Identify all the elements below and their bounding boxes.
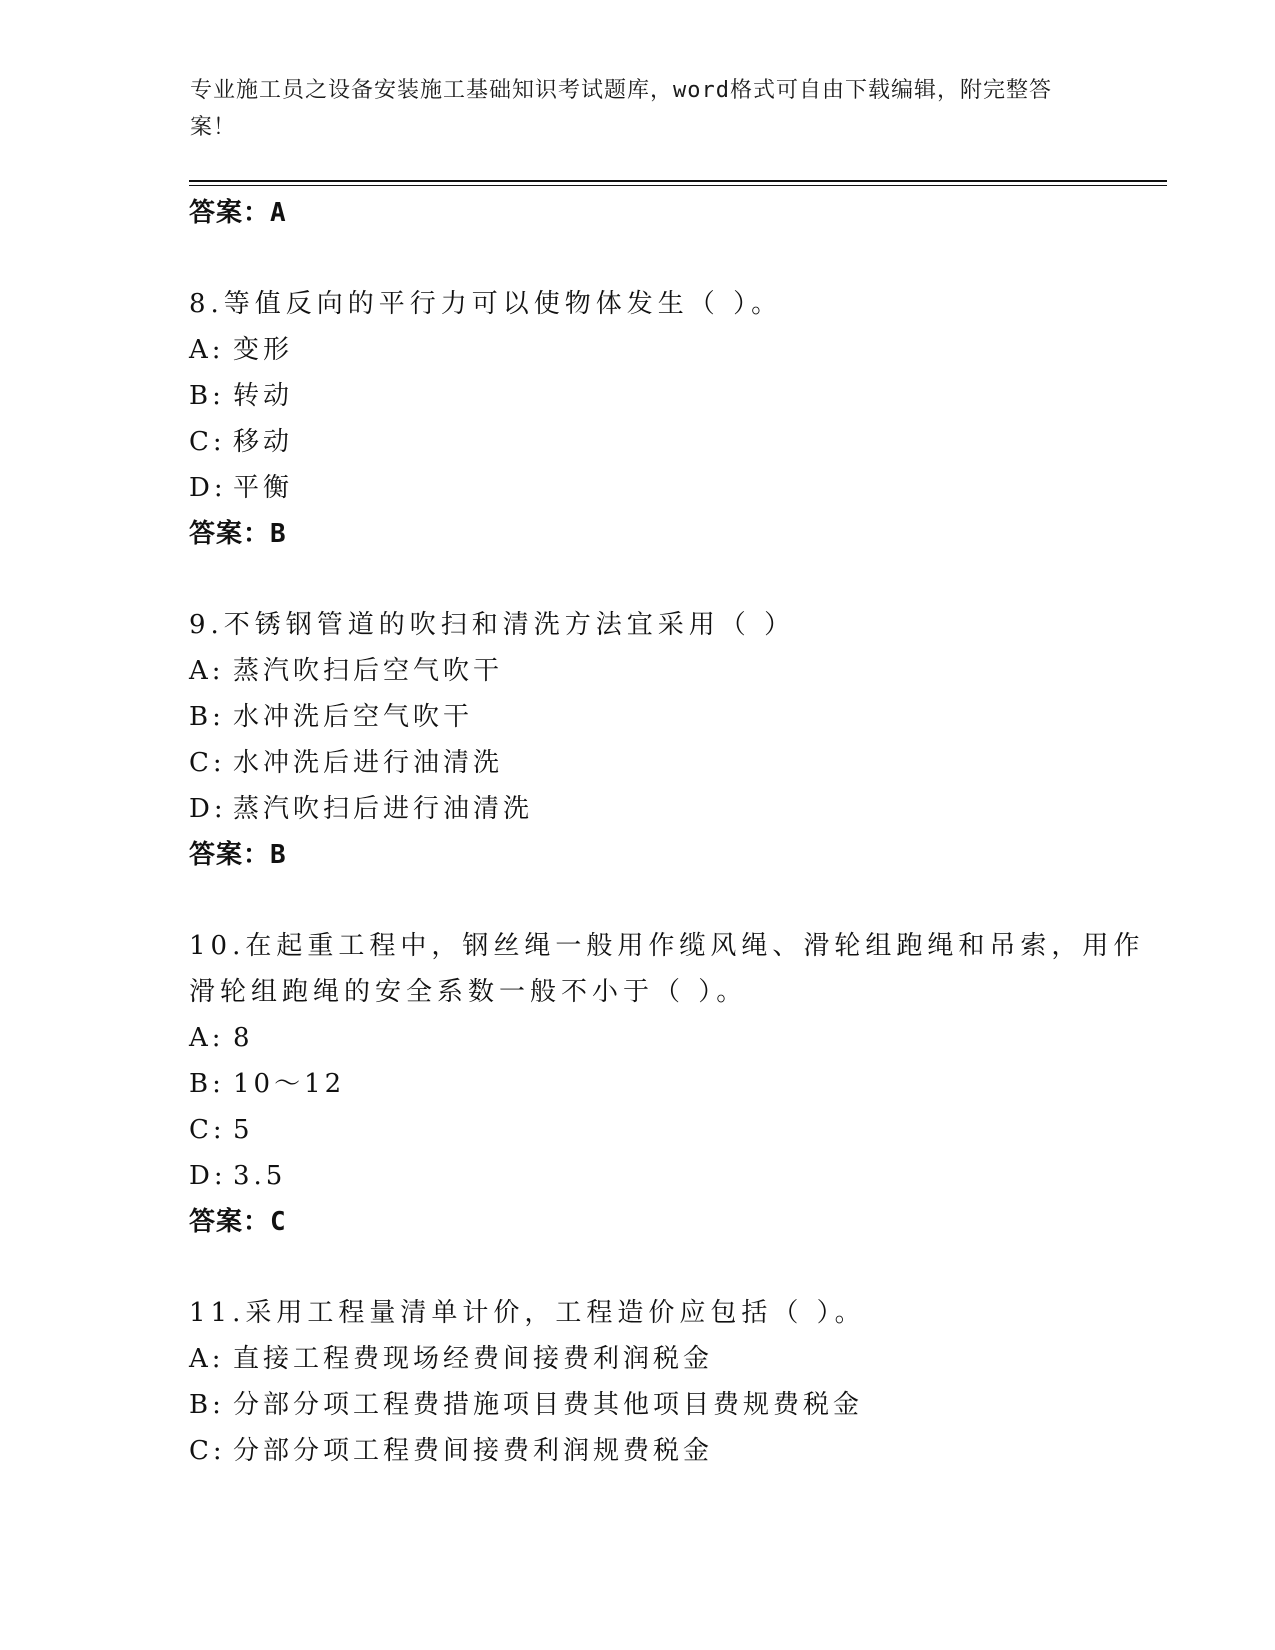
option-b [189,1382,1149,1428]
question-block [189,602,1149,878]
option-label: C: [189,748,226,778]
option-label: A: [189,1023,225,1053]
option-text: 变形 [233,335,294,365]
option-label: B: [189,702,225,732]
option-label: D: [189,473,227,503]
header-divider-thick [189,180,1167,182]
option-text: 蒸汽吹扫后空气吹干 [233,656,504,686]
option-a [189,327,1149,373]
option-text: 分部分项工程费措施项目费其他项目费规费税金 [233,1390,864,1420]
option-c [189,1428,1149,1474]
header-divider-thin [189,185,1167,186]
option-label: C: [189,427,226,457]
answer-label: 答案：B [189,840,287,870]
option-text: 水冲洗后空气吹干 [233,702,474,732]
option-b [189,373,1149,419]
question-stem: 10.在起重工程中，钢丝绳一般用作缆风绳、滑轮组跑绳和吊索，用作滑轮组跑绳的安全系数一般不小于（ ）。 [189,931,1145,1007]
option-text: 平衡 [233,473,294,503]
option-label: B: [189,1069,225,1099]
question-block [189,923,1149,1245]
option-label: B: [189,1390,225,1420]
option-text: 直接工程费现场经费间接费利润税金 [233,1344,714,1374]
answer-label: 答案：C [189,1207,287,1237]
option-a [189,1015,1149,1061]
option-c [189,740,1149,786]
option-c [189,419,1149,465]
option-text: 蒸汽吹扫后进行油清洗 [233,794,534,824]
question-stem: 9.不锈钢管道的吹扫和清洗方法宜采用（ ） [189,610,796,640]
question-stem: 11.采用工程量清单计价，工程造价应包括（ ）。 [189,1298,866,1328]
option-text: 分部分项工程费间接费利润规费税金 [233,1436,714,1466]
answer-label: 答案：B [189,519,287,549]
option-b [189,694,1149,740]
option-d [189,786,1149,832]
question-block [189,281,1149,557]
option-label: D: [189,1161,227,1191]
option-label: C: [189,1436,226,1466]
option-label: A: [189,1344,225,1374]
option-text: 移动 [233,427,294,457]
option-c [189,1107,1149,1153]
question-block [189,1290,1149,1474]
option-d [189,1153,1149,1199]
option-text: 水冲洗后进行油清洗 [233,748,504,778]
option-d [189,465,1149,511]
option-a [189,648,1149,694]
option-text: 10～12 [233,1069,346,1099]
question-stem: 8.等值反向的平行力可以使物体发生（ ）。 [189,289,783,319]
option-text: 3.5 [233,1161,287,1191]
option-label: C: [189,1115,226,1145]
option-a [189,1336,1149,1382]
document-header: 专业施工员之设备安装施工基础知识考试题库，word格式可自由下载编辑，附完整答案！ [190,78,1052,140]
option-text: 转动 [233,381,294,411]
option-label: A: [189,335,225,365]
option-b [189,1061,1149,1107]
option-label: A: [189,656,225,686]
option-text: 8 [233,1023,254,1053]
question-list [189,188,1149,1474]
answer-label: 答案：A [189,198,287,228]
option-label: D: [189,794,227,824]
option-label: B: [189,381,225,411]
option-text: 5 [233,1115,254,1145]
